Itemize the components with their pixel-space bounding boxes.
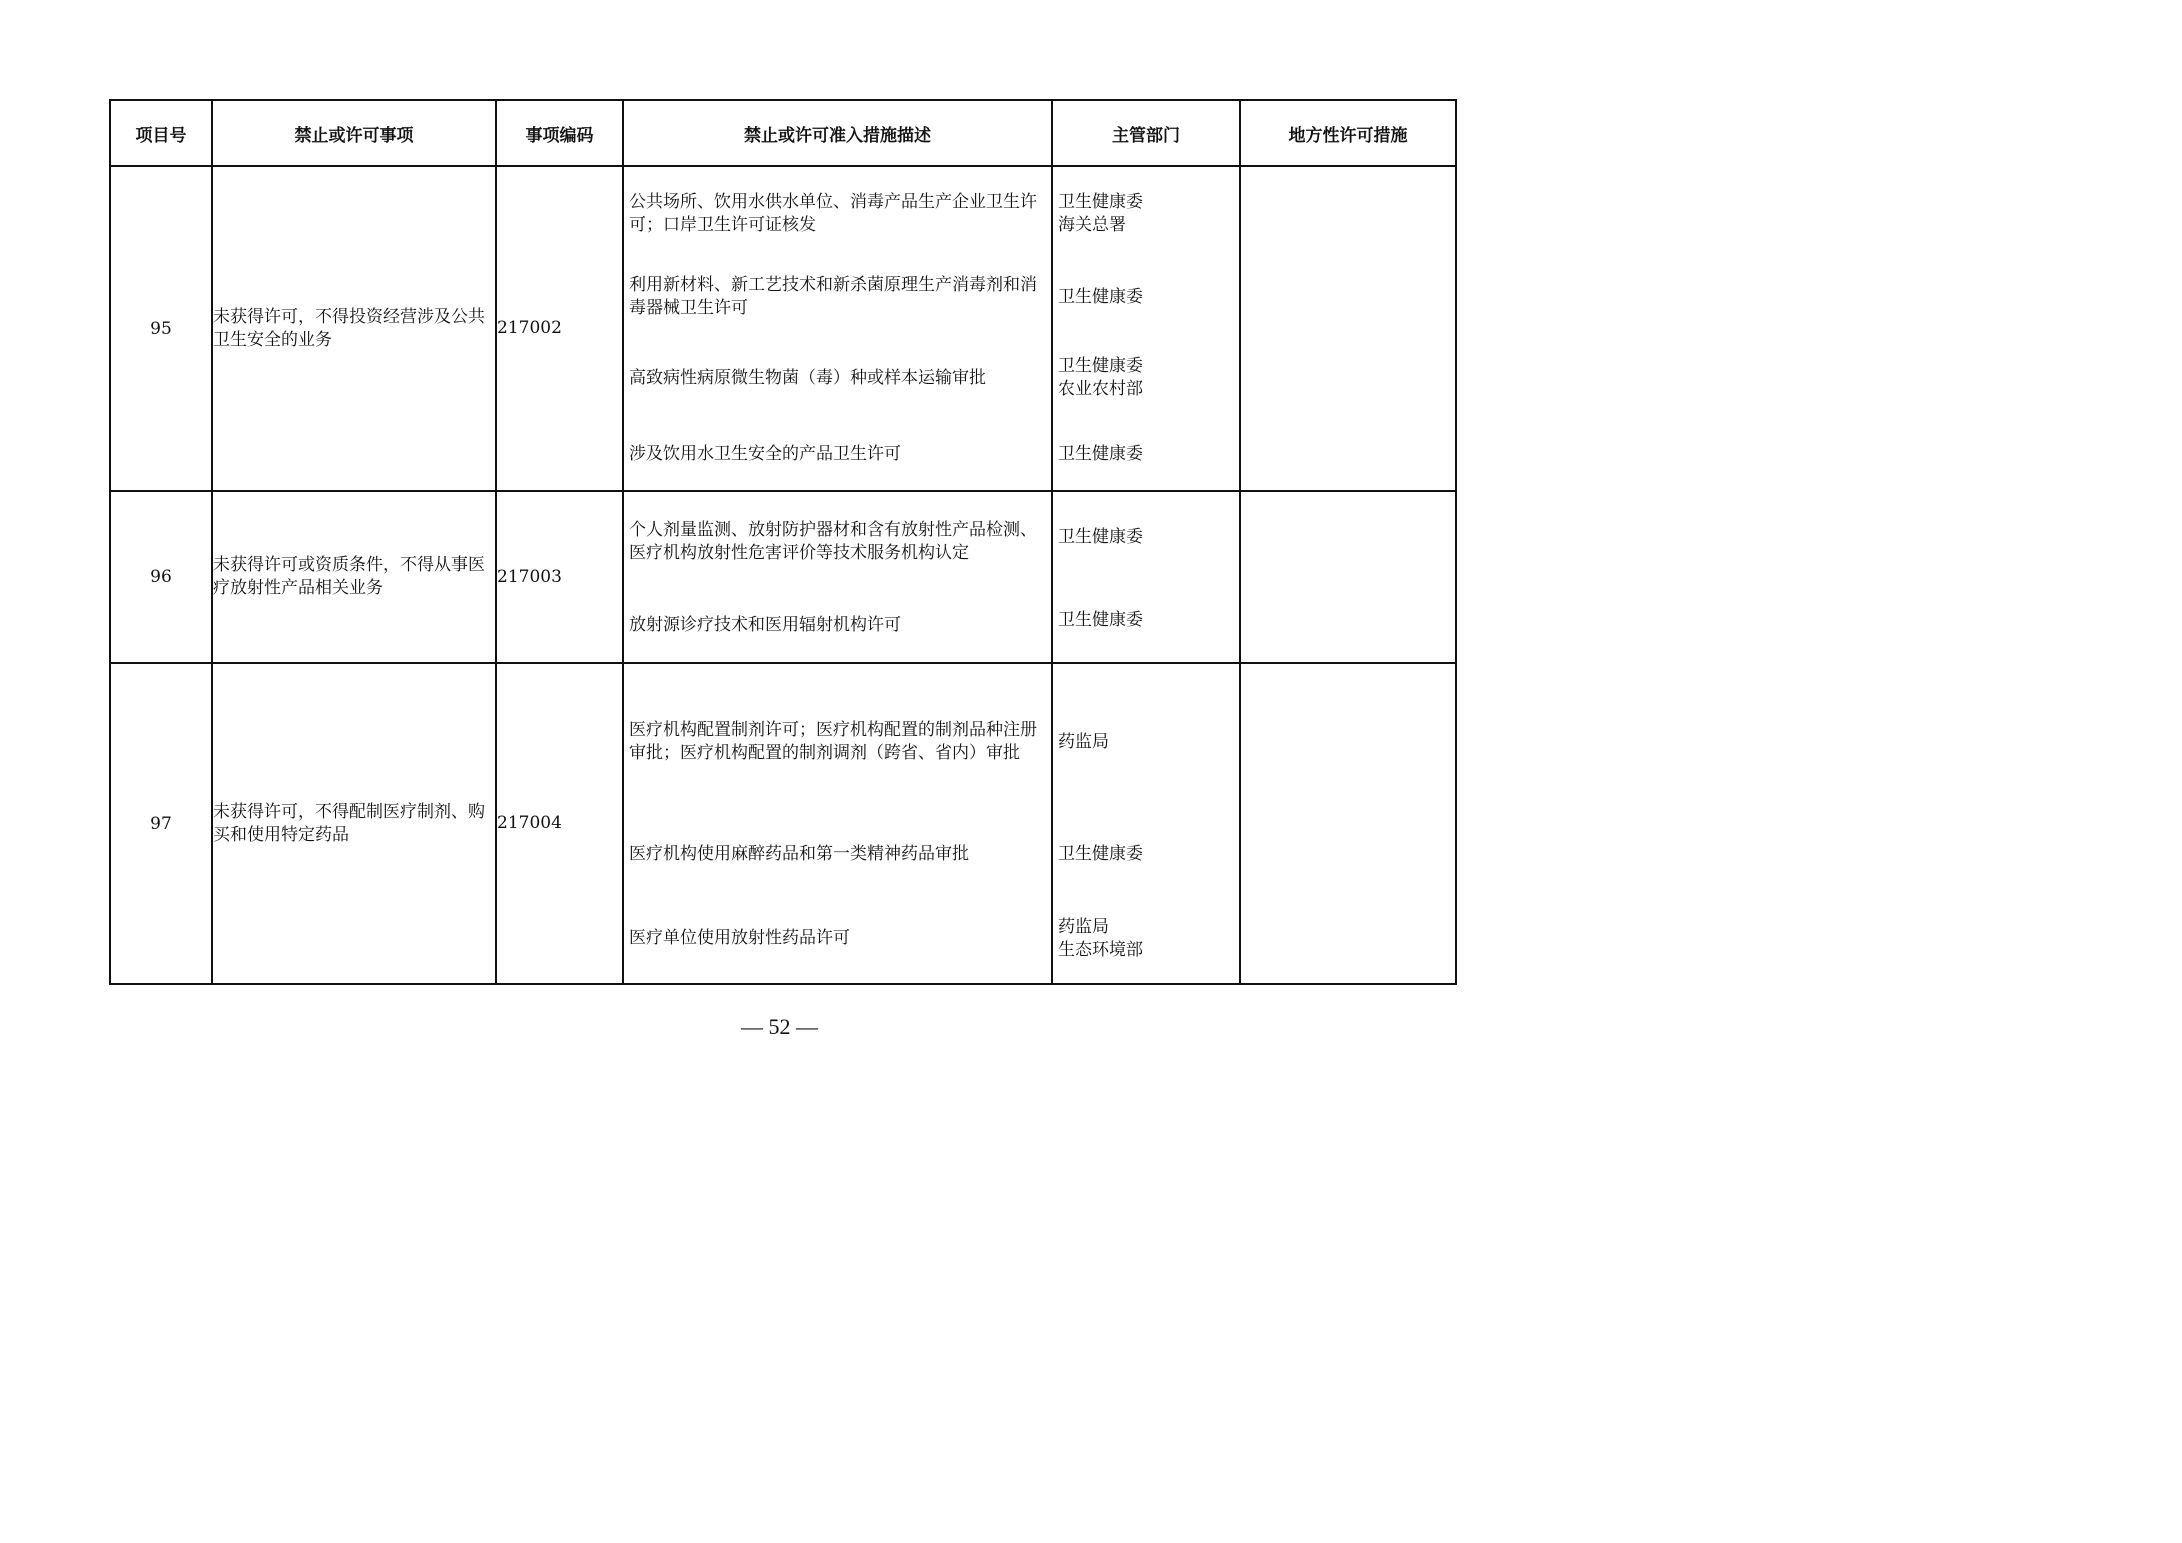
measure-desc: 公共场所、饮用水供水单位、消毒产品生产企业卫生许可；口岸卫生许可证核发 [629, 192, 1037, 235]
item-code: 217002 [496, 166, 623, 491]
item-name: 未获得许可或资质条件，不得从事医疗放射性产品相关业务 [212, 491, 496, 663]
department: 卫生健康委 [1058, 843, 1143, 864]
department: 卫生健康委 [1058, 286, 1143, 307]
item-code: 217004 [496, 663, 623, 984]
department: 药监局 [1058, 731, 1109, 752]
permit-table [109, 99, 1457, 985]
measure-desc: 放射源诊疗技术和医用辐射机构许可 [629, 614, 901, 635]
measure-descriptions [623, 663, 1052, 984]
measure-desc: 医疗单位使用放射性药品许可 [629, 928, 850, 948]
item-number: 95 [110, 166, 212, 491]
measure-desc: 高致病性病原微生物菌（毒）种或样本运输审批 [629, 367, 986, 388]
header-cell: 地方性许可措施 [1240, 100, 1456, 166]
header-cell: 禁止或许可事项 [212, 100, 496, 166]
header-row [110, 100, 1456, 166]
measure-desc: 利用新材料、新工艺技术和新杀菌原理生产消毒剂和消毒器械卫生许可 [629, 275, 1037, 318]
local-measures [1240, 663, 1456, 984]
department: 药监局 生态环境部 [1058, 916, 1143, 960]
measure-desc: 医疗机构使用麻醉药品和第一类精神药品审批 [629, 843, 969, 864]
table-row [110, 166, 1456, 491]
header-cell: 禁止或许可准入措施描述 [623, 100, 1052, 166]
responsible-departments [1052, 663, 1240, 984]
local-measures [1240, 491, 1456, 663]
responsible-departments [1052, 491, 1240, 663]
table-row [110, 663, 1456, 984]
item-number: 97 [110, 663, 212, 984]
responsible-departments [1052, 166, 1240, 491]
table-row [110, 491, 1456, 663]
measure-descriptions [623, 166, 1052, 491]
measure-desc: 医疗机构配置制剂许可；医疗机构配置的制剂品种注册审批；医疗机构配置的制剂调剂（跨省、省内）审批 [629, 720, 1037, 763]
measure-descriptions [623, 491, 1052, 663]
local-measures [1240, 166, 1456, 491]
item-number: 96 [110, 491, 212, 663]
department: 卫生健康委 [1058, 444, 1143, 464]
header-cell: 事项编码 [496, 100, 623, 166]
header-cell: 项目号 [110, 100, 212, 166]
measure-desc: 个人剂量监测、放射防护器材和含有放射性产品检测、医疗机构放射性危害评价等技术服务机构认定 [629, 520, 1037, 563]
item-code: 217003 [496, 491, 623, 663]
department: 卫生健康委 [1058, 609, 1143, 630]
item-name: 未获得许可，不得投资经营涉及公共卫生安全的业务 [212, 166, 496, 491]
page-number: — 52 — [741, 1014, 818, 1039]
item-name: 未获得许可，不得配制医疗制剂、购买和使用特定药品 [212, 663, 496, 984]
department: 卫生健康委 农业农村部 [1058, 356, 1143, 399]
header-cell: 主管部门 [1052, 100, 1240, 166]
department: 卫生健康委 海关总署 [1058, 192, 1143, 235]
measure-desc: 涉及饮用水卫生安全的产品卫生许可 [629, 444, 901, 464]
department: 卫生健康委 [1058, 526, 1143, 547]
